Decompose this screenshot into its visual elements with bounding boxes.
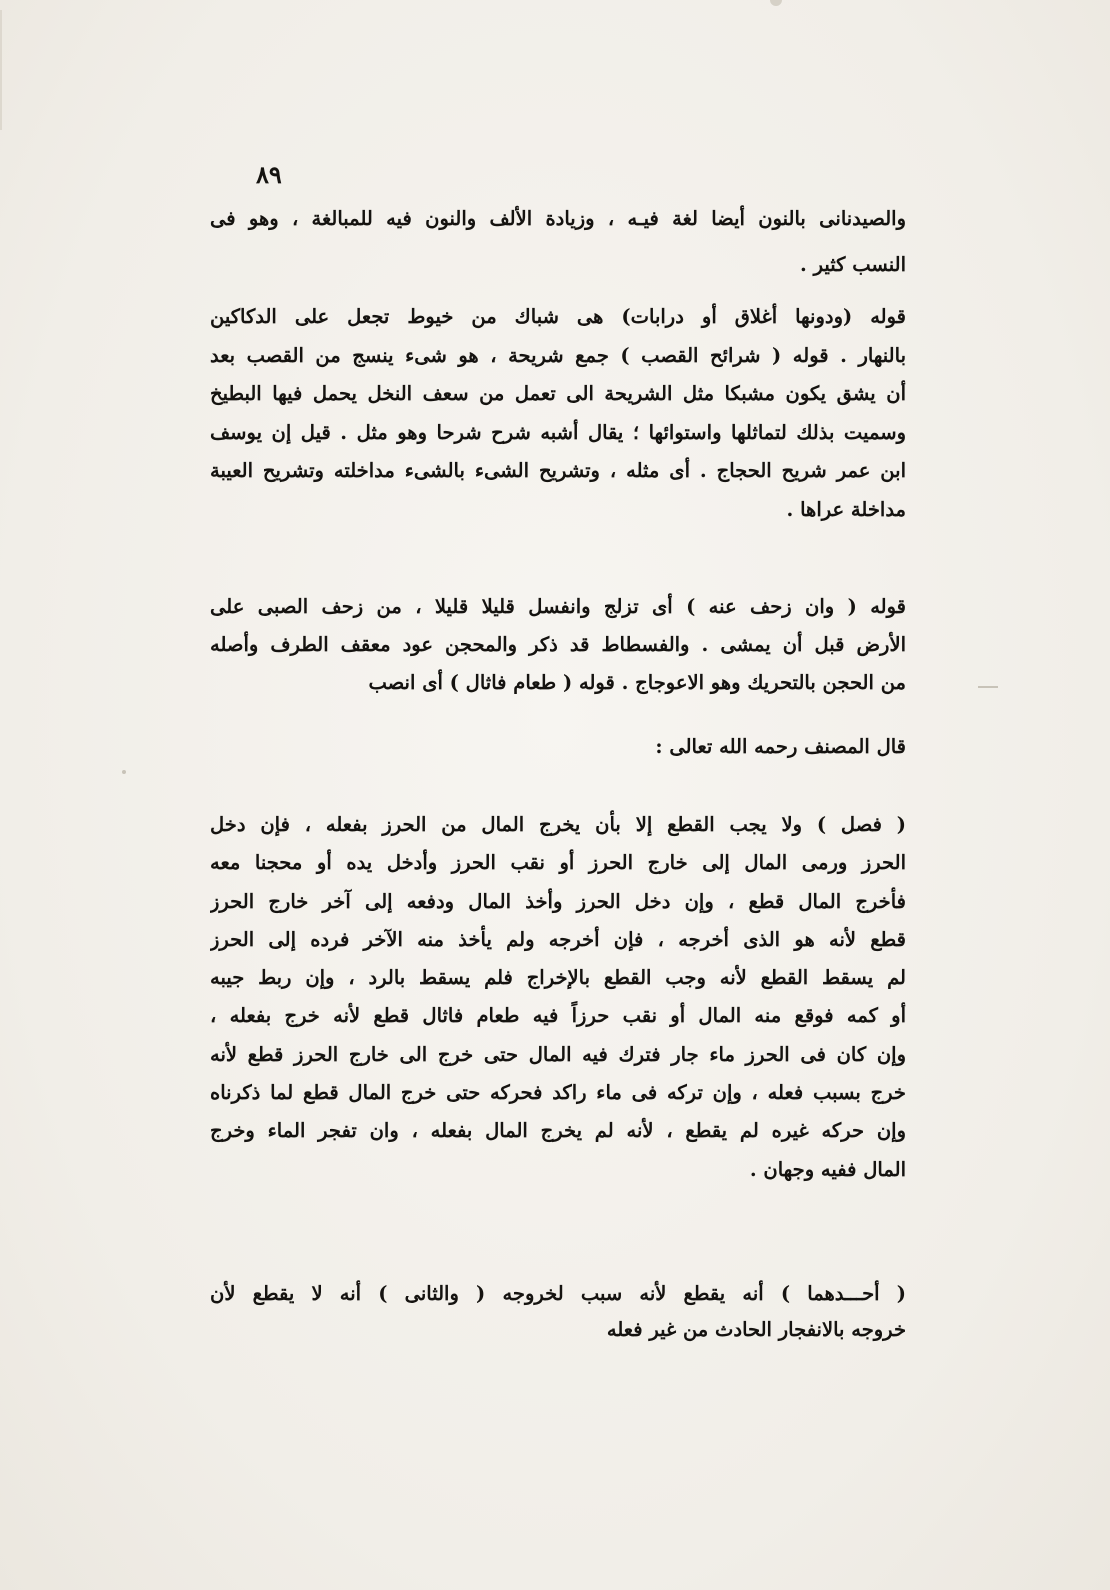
scan-artifact: [978, 686, 998, 688]
text-line: مداخلة عراها .: [786, 497, 906, 521]
text-line: ( فصل ) ولا يجب القطع إلا بأن يخرج المال من الحرز بفعله ، فإن دخل: [210, 813, 906, 836]
text-line: وإن كان فى الحرز ماء جار فترك فيه المال حتى خرج الى خارج الحرز قطع لأنه: [210, 1042, 906, 1066]
text-line: وسميت بذلك لتماثلها واستوائها ؛ يقال أشبه شرح شرحا وهو مثل . قيل إن يوسف: [210, 420, 906, 444]
section-heading: قال المصنف رحمه الله تعالى :: [655, 735, 906, 758]
text-line: وإن حركه غيره لم يقطع ، لأنه لم يخرج المال بفعله ، وان تفجر الماء وخرج: [210, 1119, 906, 1143]
text-line: والصيدنانى بالنون أيضا لغة فيـه ، وزيادة الألف والنون فيه للمبالغة ، وهو فى: [210, 207, 906, 230]
text-line: أو كمه فوقع منه المال أو نقب حرزاً فيه طعام فاثال قطع لأنه خرج بفعله ،: [210, 1004, 906, 1028]
scan-artifact: [0, 10, 2, 130]
text-line: ابن عمر شريح الحجاج . أى مثله ، وتشريح الشىء بالشىء مداخلته وتشريح العيبة: [210, 459, 906, 482]
paragraph-fasl: [210, 806, 906, 1189]
text-line: خروجه بالانفجار الحادث من غير فعله: [606, 1318, 906, 1341]
paragraph-ahaduhuma: [210, 1276, 906, 1348]
text-line: قطع لأنه هو الذى أخرجه ، فإن أخرجه ولم يأخذ منه الآخر فرده إلى الحرز: [210, 927, 906, 951]
text-line: الحرز ورمى المال إلى خارج الحرز أو نقب الحرز وأدخل يده أو محجنا معه: [210, 851, 906, 875]
paragraph-aghlaq: [210, 298, 906, 529]
page-number: ٨٩: [256, 160, 282, 189]
text-line: قوله (ودونها أغلاق أو درابات) هى شباك من خيوط تجعل على الدكاكين: [210, 305, 906, 328]
text-line: خرج بسبب فعله ، وإن تركه فى ماء راكد فحركه حتى خرج المال قطع لما ذكرناه: [210, 1081, 906, 1105]
scan-artifact: [770, 0, 782, 6]
text-line: أن يشق يكون مشبكا مثل الشريحة الى تعمل من سعف النخل يحمل فيها البطيخ: [210, 382, 906, 405]
text-line: الأرض قبل أن يمشى . والفسطاط قد ذكر والمحجن عود معقف الطرف وأصله: [210, 633, 906, 656]
text-line: من الحجن بالتحريك وهو الاعوجاج . قوله ( طعام فاثال ) أى انصب: [368, 671, 906, 694]
scan-artifact: [122, 770, 126, 774]
text-line: لم يسقط القطع لأنه وجب القطع بالإخراج فلم يسقط بالرد ، وإن ربط جيبه: [210, 966, 906, 990]
paragraph-saydanani: [210, 196, 906, 288]
text-line: قوله ( وان زحف عنه ) أى تزلج وانفسل قليلا قليلا ، من زحف الصبى على: [210, 595, 906, 618]
text-line: بالنهار . قوله ( شرائح القصب ) جمع شريحة ، هو شىء ينسج من القصب بعد: [210, 343, 906, 367]
text-line: النسب كثير .: [800, 253, 906, 276]
paragraph-zahafa: [210, 588, 906, 702]
text-line: المال ففيه وجهان .: [749, 1157, 906, 1181]
text-line: فأخرج المال قطع ، وإن دخل الحرز وأخذ المال ودفعه إلى آخر خارج الحرز: [210, 889, 906, 913]
text-line: ( أحـــدهما ) أنه يقطع لأنه سبب لخروجه ( والثانى ) أنه لا يقطع لأن: [210, 1282, 906, 1305]
